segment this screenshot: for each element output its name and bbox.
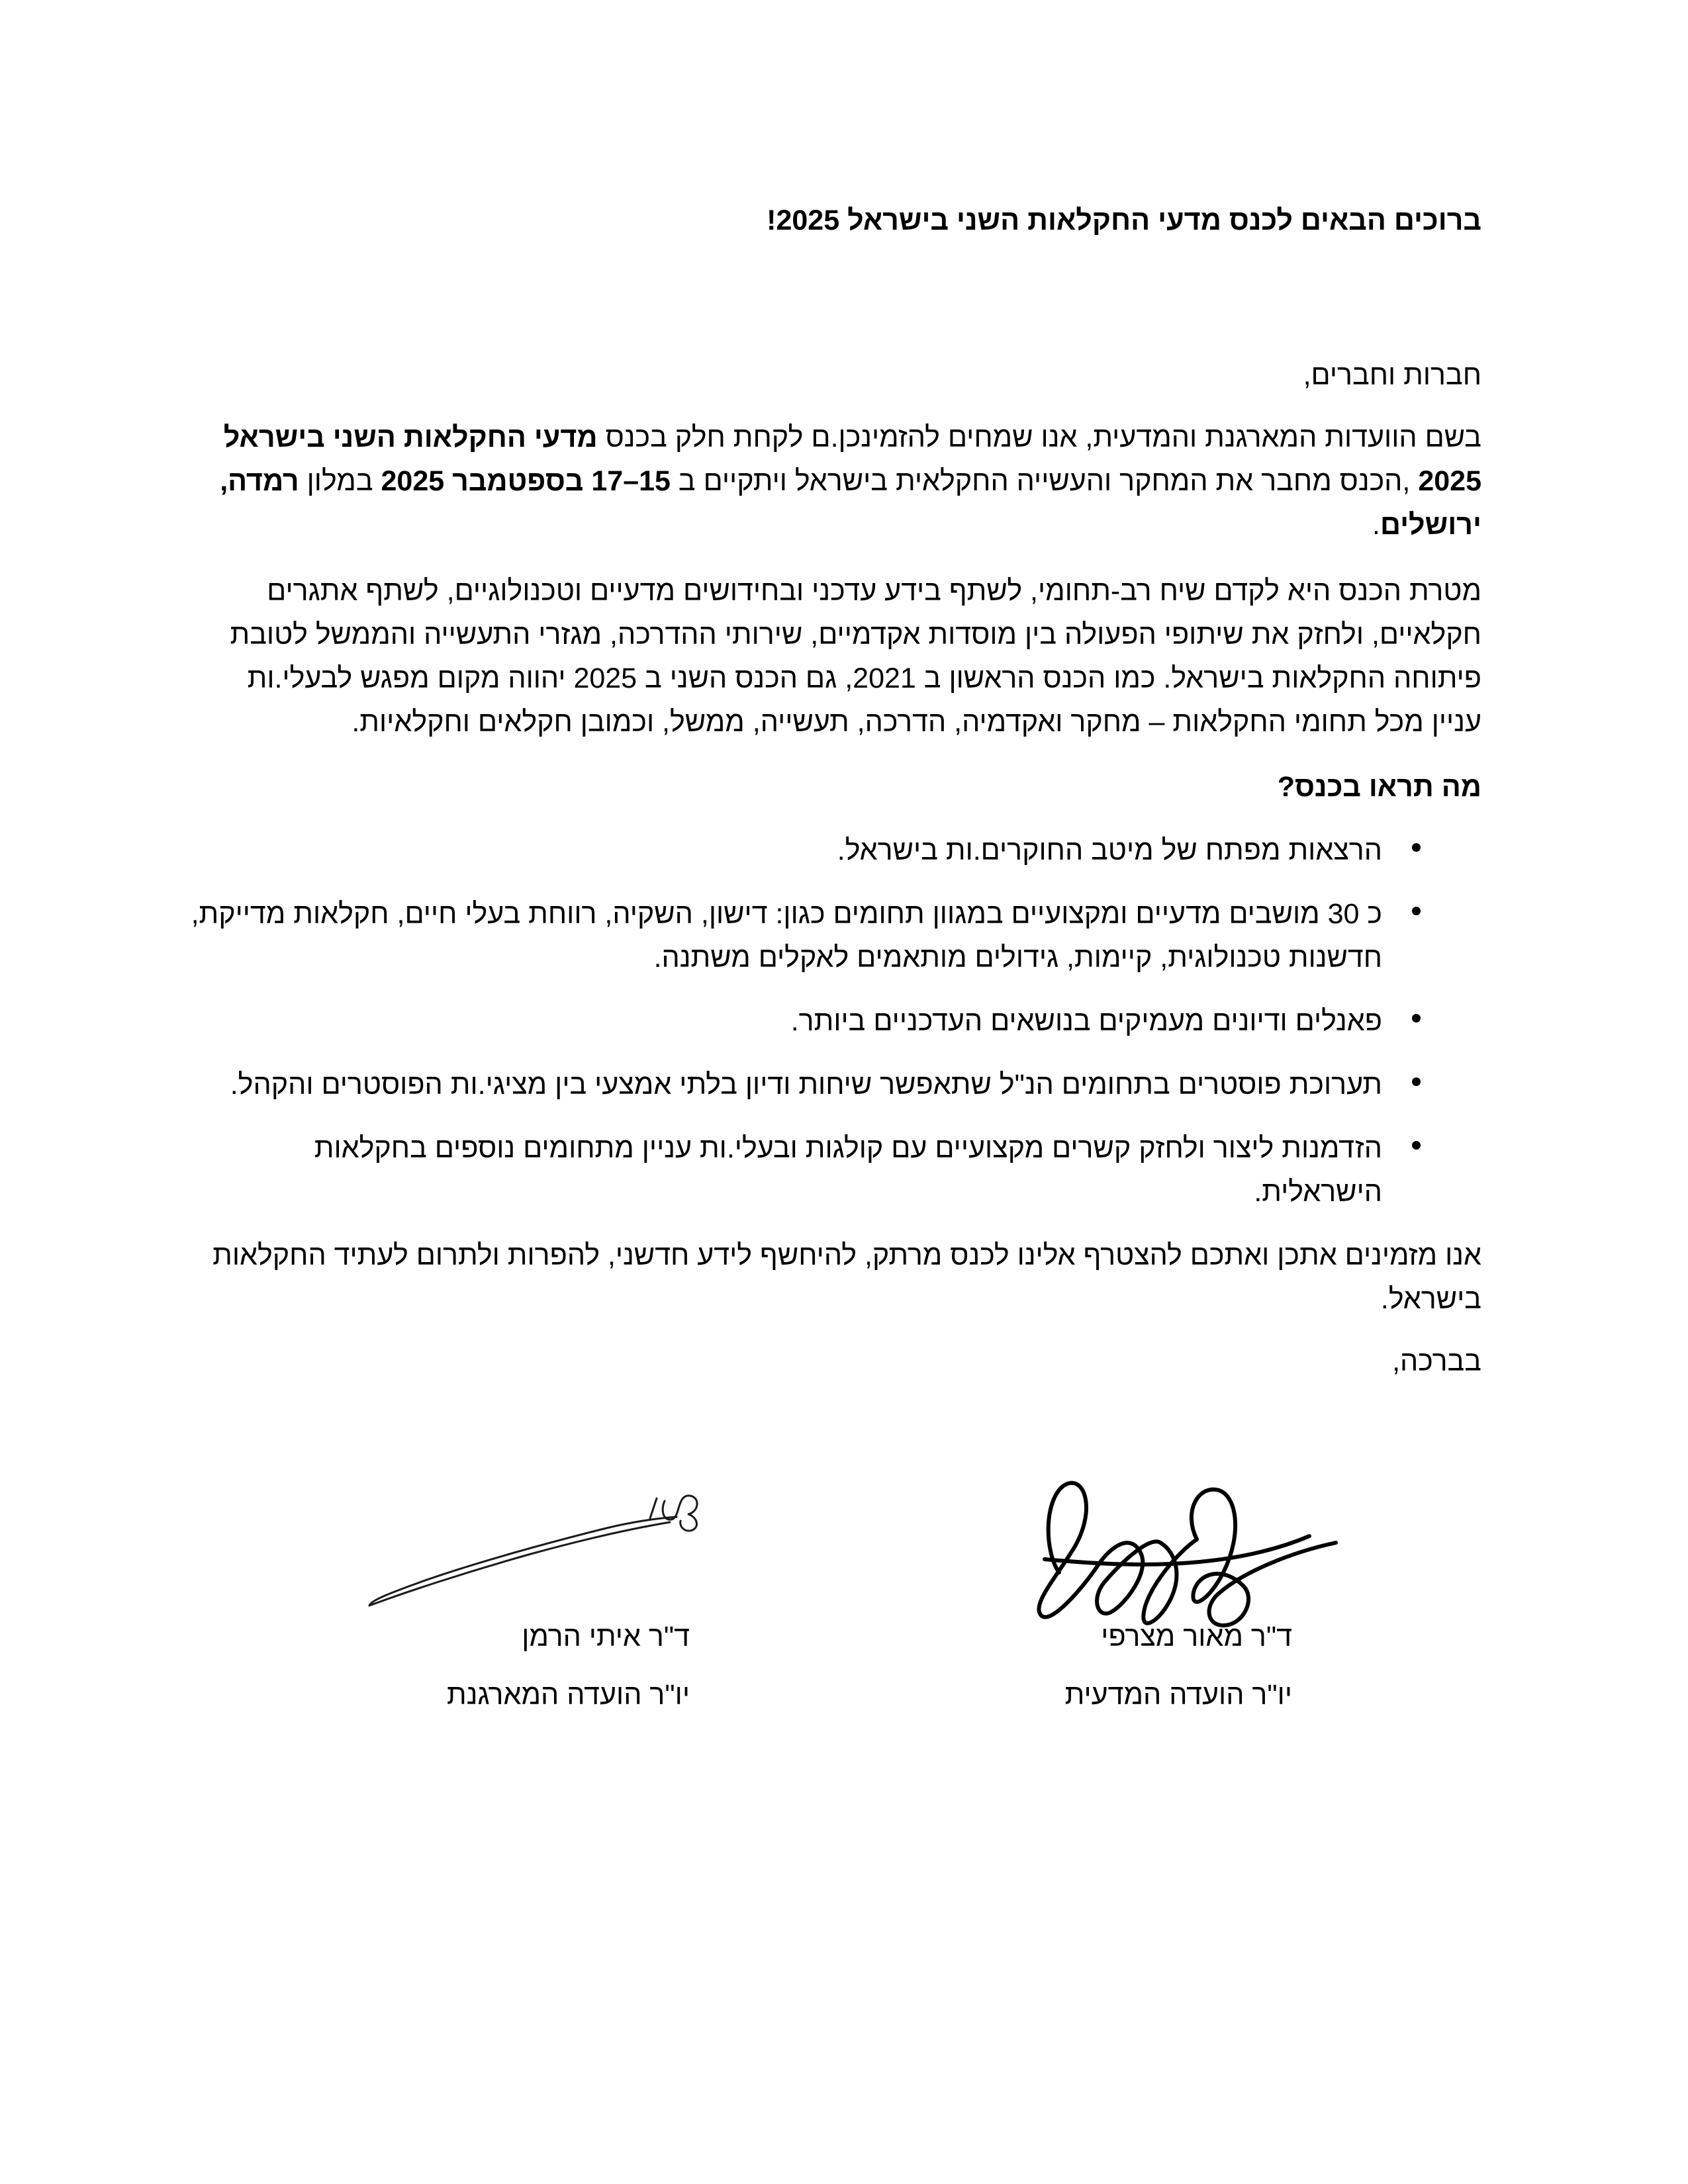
letter-body (184, 199, 1481, 1383)
intro-text-1: בשם הוועדות המארגנת והמדעית, אנו שמחים להזמינכן.ם לקחת חלק בכנס (597, 422, 1481, 453)
list-item (184, 1126, 1481, 1214)
conference-dates: 15–17 בספטמבר 2025 (381, 465, 671, 497)
intro-text-2: ,הכנס מחבר את המחקר והעשייה החקלאית בישראל ויתקיים ב (670, 465, 1419, 497)
bullet-icon (1412, 843, 1421, 852)
bullet-icon (1412, 907, 1421, 915)
list-item-text: תערוכת פוסטרים בתחומים הנ"ל שתאפשר שיחות ודיון בלתי אמצעי בין מציגי.ות הפוסטרים והקהל. (230, 1069, 1382, 1101)
list-item (184, 1063, 1481, 1107)
list-item (184, 999, 1481, 1043)
closing-paragraph: אנו מזמינים אתכן ואתכם להצטרף אלינו לכנס מרתק, להיחשף לידע חדשני, להפרות ולתרום לעתיד החקלאות בישראל. (212, 1240, 1481, 1315)
list-item-text: פאנלים ודיונים מעמיקים בנושאים העדכניים ביותר. (790, 1005, 1382, 1037)
signatory-role: יו"ר הועדה המארגנת (447, 1679, 690, 1711)
bullet-icon (1412, 1141, 1421, 1150)
intro-text-4: . (1372, 509, 1380, 541)
list-item (184, 892, 1481, 979)
signatory-left (447, 1615, 690, 1717)
bullet-icon (1412, 1077, 1421, 1086)
signatory-name: ד"ר איתי הרמן (522, 1621, 690, 1653)
section-title: מה תראו בכנס? (1277, 771, 1481, 803)
signature-image-left (365, 1481, 710, 1614)
sign-off: בברכה, (1392, 1345, 1481, 1377)
conference-venue: רמדה, ירושלים (220, 465, 1481, 541)
intro-paragraph (184, 416, 1481, 547)
list-item (184, 829, 1481, 872)
signature-image-right (1025, 1473, 1342, 1639)
signatory-name: ד"ר מאור מצרפי (1101, 1621, 1292, 1653)
conference-name: מדעי החקלאות השני בישראל 2025 (223, 422, 1481, 497)
list-item-text: כ 30 מושבים מדעיים ומקצועיים במגוון תחומים כגון: דישון, השקיה, רווחת בעלי חיים, חקלאות מדייקת, חדשנות טכנולוגית, קיימות, גידולים מותאמים לאקלים משתנה. (191, 898, 1382, 974)
list-item-text: הרצאות מפתח של מיטב החוקרים.ות בישראל. (837, 835, 1382, 866)
bullet-icon (1412, 1014, 1421, 1023)
highlights-list (184, 829, 1481, 1214)
signatory-right (1065, 1615, 1292, 1717)
greeting: חברות וחברים, (1303, 359, 1481, 391)
intro-text-3: במלון (299, 465, 381, 497)
letter-title: ברוכים הבאים לכנס מדעי החקלאות השני בישראל 2025! (767, 205, 1481, 236)
signatory-role: יו"ר הועדה המדעית (1064, 1679, 1292, 1711)
list-item-text: הזדמנות ליצור ולחזק קשרים מקצועיים עם קולגות ובעלי.ות עניין מתחומים נוספים בחקלאות הישראלית. (314, 1132, 1382, 1208)
goal-paragraph: מטרת הכנס היא לקדם שיח רב-תחומי, לשתף בידע עדכני ובחידושים מדעיים וטכנולוגיים, לשתף אתגרים חקלאיים, ולחזק את שיתופי הפעולה בין מוסדות אקדמיים, שירותי ההדרכה, מגזרי התעשייה והממשל לטובת פיתוחה החקלאות בישראל. כמו הכנס הראשון ב 2021, גם הכנס השני ב 2025 יהווה מקום מפגש לבעלי.ות עניין מכל תחומי החקלאות – מחקר ואקדמיה, הדרכה, תעשייה, ממשל, וכמובן חקלאים וחקלאיות. (230, 575, 1481, 738)
